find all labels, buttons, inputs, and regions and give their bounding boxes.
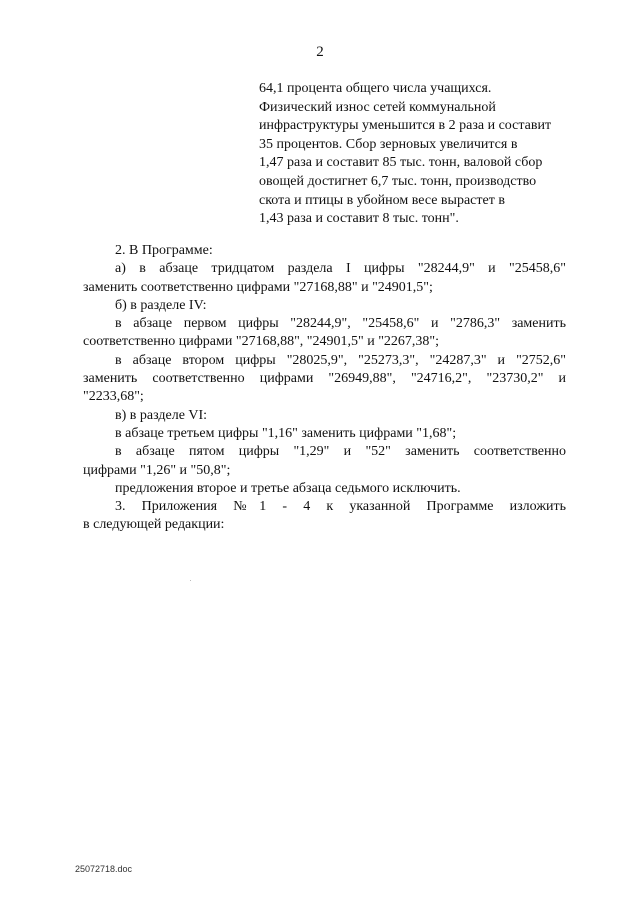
body-line: в абзаце пятом цифры "1,29" и "52" заменить соответственно: [115, 444, 566, 460]
quote-line: овощей достигнет 6,7 тыс. тонн, производство: [259, 173, 537, 189]
body-line: в) в разделе VI:: [115, 407, 208, 423]
quote-line: Физический износ сетей коммунальной: [259, 99, 496, 115]
quoted-text-block: [259, 80, 579, 229]
quote-line: 35 процентов. Сбор зерновых увеличится в: [259, 136, 518, 152]
body-line: соответственно цифрами "27168,88", "24901,5" и "2267,38";: [83, 334, 440, 350]
quote-line: 64,1 процента общего числа учащихся.: [259, 81, 492, 96]
body-line: цифрами "1,26" и "50,8";: [83, 462, 231, 478]
body-line: б) в разделе IV:: [115, 297, 207, 313]
body-line: в абзаце третьем цифры "1,16" заменить цифрами "1,68";: [115, 425, 457, 441]
page-number: 2: [316, 44, 324, 60]
body-line: в абзаце первом цифры "28244,9", "25458,6" и "2786,3" заменить: [115, 316, 566, 332]
quote-line: 1,47 раза и составит 85 тыс. тонн, валовой сбор: [259, 155, 543, 171]
body-line: 3. Приложения №1 - 4 к указанной Программе изложить: [115, 499, 566, 515]
body-line: в следующей редакции:: [83, 517, 225, 533]
scan-speck: [190, 580, 191, 581]
body-line: в абзаце втором цифры "28025,9", "25273,3", "24287,3" и "2752,6": [115, 352, 566, 368]
body-line: "2233,68";: [83, 389, 144, 405]
body-line: а) в абзаце тридцатом раздела I цифры "28244,9" и "25458,6": [115, 261, 566, 277]
file-name-footer: 25072718.doc: [75, 864, 133, 874]
body-line: заменить соответственно цифрами "26949,88", "24716,2", "23730,2" и: [83, 371, 566, 387]
quote-line: 1,43 раза и составит 8 тыс. тонн".: [259, 211, 459, 227]
body-line: заменить соответственно цифрами "27168,88" и "24901,5";: [83, 279, 433, 295]
body-line: 2. В Программе:: [115, 243, 213, 258]
quote-line: инфраструктуры уменьшится в 2 раза и составит: [259, 118, 552, 134]
amendments-body: [83, 242, 566, 535]
body-line: предложения второе и третье абзаца седьмого исключить.: [115, 480, 461, 496]
quote-line: скота и птицы в убойном весе вырастет в: [259, 192, 505, 208]
